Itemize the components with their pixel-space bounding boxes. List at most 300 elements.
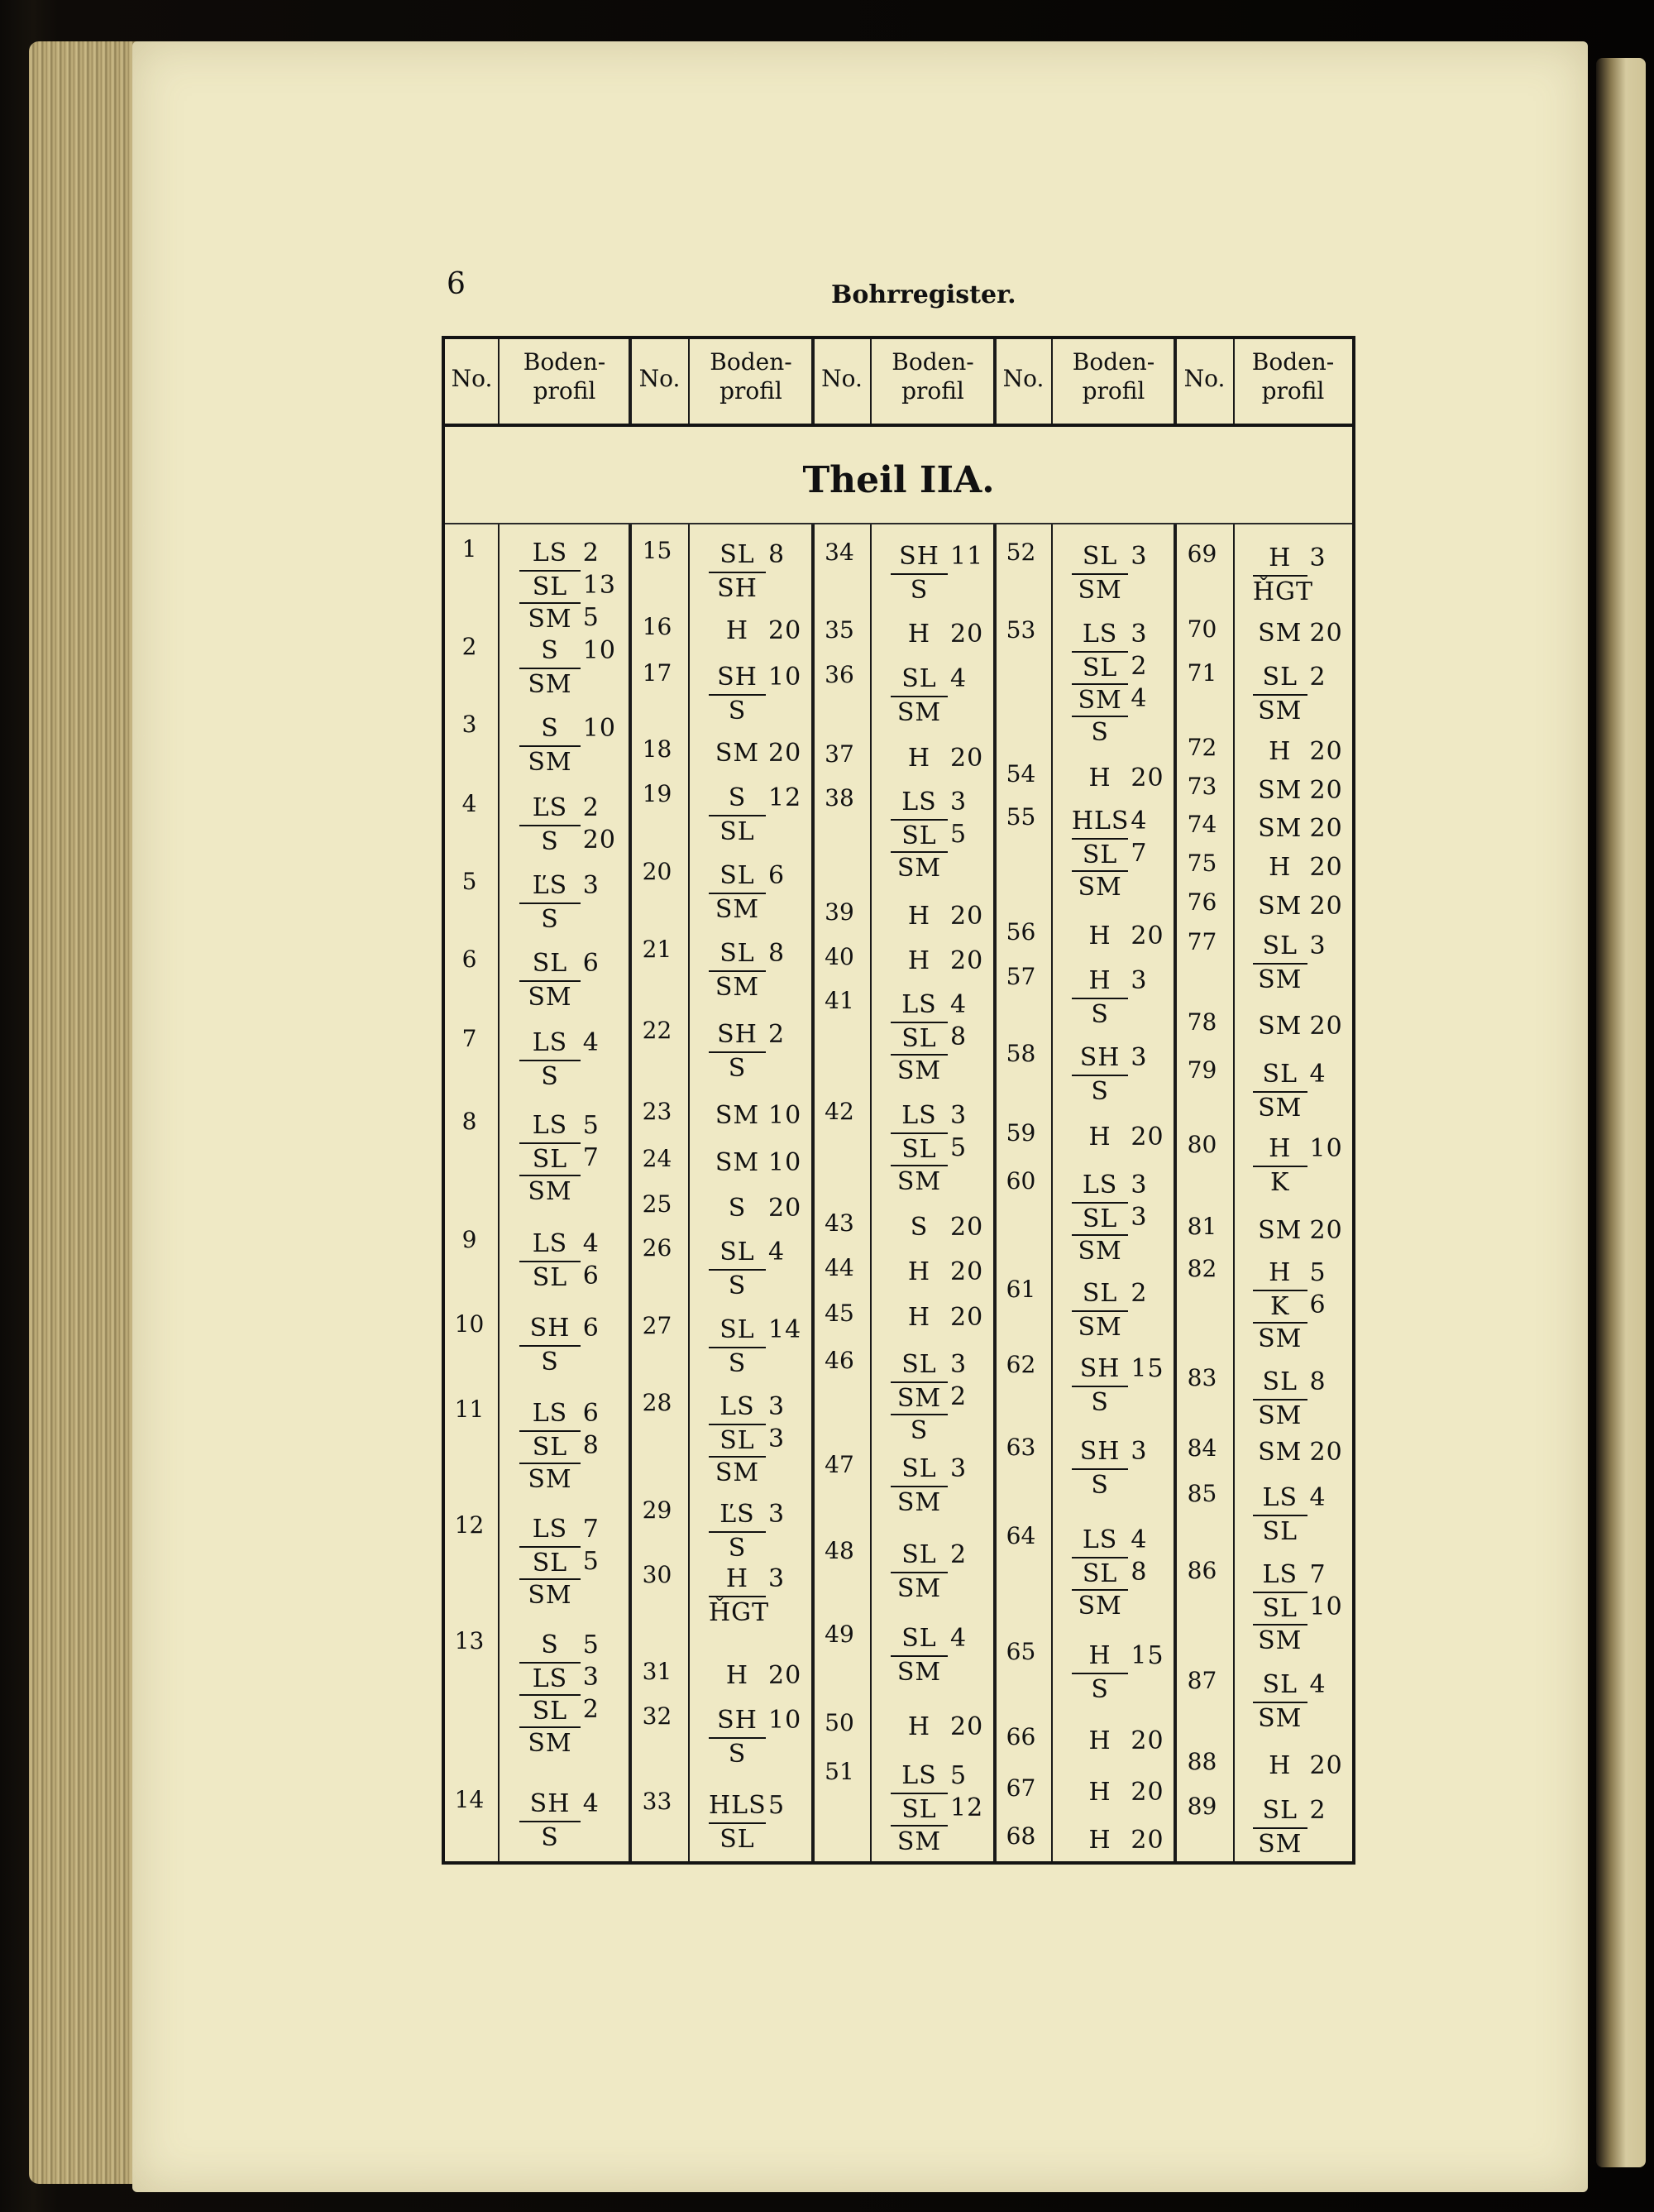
boring-number: 62 [1006,1351,1036,1378]
boring-number: 31 [642,1658,672,1685]
no-profil-divider [1233,524,1235,1861]
no-profil-divider [870,524,872,1861]
soil-layer-thickness: 20 [950,1257,984,1286]
soil-layer-label: HLS [1071,807,1130,835]
soil-layer-label: SM [1253,694,1307,724]
soil-layer-thickness: 10 [768,1101,802,1130]
soil-layer-label: SM [891,1486,948,1515]
soil-layer-thickness: 15 [1131,1641,1164,1670]
soil-layer-label: SL [1253,1592,1307,1621]
boring-number: 80 [1187,1131,1217,1158]
soil-layer-label: SM [1258,814,1303,843]
soil-layer-label: SM [1072,1589,1129,1619]
soil-layer-label: SL [519,570,580,600]
soil-layer-label: SL [1072,1202,1129,1232]
boring-number: 11 [454,1396,485,1423]
soil-layer-thickness: 20 [1131,1778,1164,1807]
soil-layer-label: S [519,903,580,932]
boring-number: 3 [461,711,477,738]
soil-layer-label: H [725,616,749,645]
no-profil-divider [498,524,500,1861]
soil-layer-label: SL [719,1238,755,1266]
soil-layer-thickness: 4 [1309,1670,1327,1699]
soil-layer-label: ȞGT [709,1596,766,1625]
no-profil-divider [688,524,690,1861]
boring-number: 44 [825,1254,854,1281]
soil-layer-label: LS [532,1399,568,1428]
soil-layer-thickness: 8 [768,939,786,968]
soil-layer-label: SL [901,1350,937,1379]
soil-layer-thickness: 20 [768,1661,802,1690]
soil-layer-thickness: 6 [582,949,600,978]
soil-layer-label: SL [1262,1367,1298,1396]
soil-layer-thickness: 20 [1131,1726,1164,1755]
soil-layer-label: LS [1082,620,1118,649]
soil-layer-thickness: 10 [768,663,802,692]
soil-layer-label: SH [1079,1354,1121,1383]
soil-layer-label: S [891,573,948,603]
soil-layer-label: SM [1253,1322,1307,1352]
soil-layer-thickness: 8 [768,540,786,569]
soil-layer-thickness: 2 [1309,663,1327,692]
boring-number: 20 [642,858,672,885]
soil-layer-label: SL [1072,838,1129,868]
soil-layer-thickness: 20 [582,826,616,855]
soil-layer-thickness: 5 [582,603,600,632]
soil-layer-thickness: 3 [1131,1043,1148,1072]
boring-number: 9 [461,1226,477,1253]
soil-layer-thickness: 20 [1131,922,1164,950]
header-no: No. [638,365,681,392]
boring-number: 83 [1187,1364,1217,1391]
boring-number: 4 [461,790,477,817]
soil-layer-thickness: 7 [1131,839,1148,868]
soil-layer-label: S [709,1737,766,1767]
soil-layer-thickness: 6 [582,1262,600,1290]
boring-number: 72 [1187,734,1217,761]
soil-layer-label: SM [1258,1438,1303,1467]
boring-number: 25 [642,1190,672,1218]
boring-number: 34 [825,539,854,566]
soil-layer-thickness: 2 [582,793,600,822]
soil-layer-thickness: 20 [950,902,984,931]
soil-layer-thickness: 3 [1309,931,1327,960]
soil-layer-thickness: 20 [1131,764,1164,792]
soil-layer-label: SM [715,1148,760,1177]
soil-layer-thickness: 5 [582,1111,600,1140]
soil-layer-label: LS [1262,1483,1298,1512]
boring-number: 22 [642,1017,672,1044]
boring-number: 28 [642,1389,672,1416]
soil-layer-thickness: 15 [1131,1354,1164,1383]
soil-layer-label: SH [1079,1437,1121,1466]
boring-number: 84 [1187,1434,1217,1462]
soil-layer-label: S [891,1414,948,1444]
soil-layer-label: H [907,620,931,649]
boring-number: 73 [1187,773,1217,800]
soil-layer-label: SL [891,1793,948,1822]
soil-layer-thickness: 10 [768,1148,802,1177]
soil-layer-thickness: 20 [950,1303,984,1332]
boring-number: 15 [642,537,672,564]
boring-number: 48 [825,1537,854,1564]
page-edges [29,41,145,2184]
boring-number: 70 [1187,615,1217,643]
soil-layer-label: SL [1262,1796,1298,1825]
soil-layer-label: LS [532,1111,568,1140]
soil-layer-label: SH [717,1706,758,1735]
header-no: No. [451,365,493,392]
boring-number: 50 [825,1709,854,1736]
boring-number: 1 [461,535,477,563]
soil-layer-label: SM [1253,1702,1307,1731]
header-bodenprofil: Boden- profil [710,348,792,405]
no-profil-divider [1051,524,1053,1861]
boring-number: 17 [642,659,672,687]
soil-layer-label: LS [901,1761,937,1790]
soil-layer-label: SM [709,1456,766,1486]
boring-number: 69 [1187,540,1217,567]
soil-layer-thickness: 7 [582,1143,600,1172]
column-group-divider [811,524,815,1861]
soil-layer-thickness: 4 [950,664,968,693]
soil-layer-label: SL [1082,1279,1118,1308]
boring-number: 2 [461,633,477,660]
boring-number: 41 [825,987,854,1014]
soil-layer-label: H [1088,1778,1111,1807]
soil-layer-label: LS [1082,1525,1118,1554]
soil-layer-thickness: 8 [1131,1558,1148,1587]
soil-layer-label: LS [532,1028,568,1057]
soil-layer-label: H [907,902,931,931]
soil-layer-label: H [1269,1751,1292,1780]
boring-number: 60 [1006,1167,1036,1195]
soil-layer-thickness: 20 [768,739,802,768]
soil-layer-label: SL [1072,1557,1129,1587]
boring-number: 59 [1006,1119,1036,1147]
boring-number: 39 [825,898,854,926]
soil-layer-label: SL [709,1424,766,1453]
soil-layer-label: SM [519,668,580,697]
soil-layer-thickness: 4 [1309,1483,1327,1512]
soil-layer-label: SM [1253,963,1307,993]
boring-number: 75 [1187,850,1217,877]
soil-layer-thickness: 4 [768,1238,786,1266]
soil-layer-thickness: 4 [950,990,968,1019]
boring-number: 61 [1006,1276,1036,1303]
soil-layer-thickness: 3 [582,1663,600,1692]
boring-number: 5 [461,868,477,895]
soil-layer-thickness: 20 [1309,814,1343,843]
soil-layer-label: SM [519,1726,580,1756]
soil-layer-label: H [1088,922,1111,950]
soil-layer-label: H [1088,1641,1111,1670]
soil-layer-thickness: 20 [1131,1123,1164,1151]
boring-number: 52 [1006,539,1036,566]
soil-layer-thickness: 8 [1309,1367,1327,1396]
soil-layer-thickness: 10 [582,636,616,665]
soil-layer-label: SL [519,1261,580,1290]
soil-layer-label: S [709,1051,766,1081]
boring-number: 47 [825,1451,854,1478]
soil-layer-thickness: 20 [1309,1216,1343,1245]
boring-number: 16 [642,613,672,640]
soil-layer-thickness: 20 [950,946,984,975]
soil-layer-thickness: 3 [768,1392,786,1421]
soil-layer-label: LS [901,788,937,816]
soil-layer-thickness: 3 [1131,1171,1148,1199]
boring-number: 10 [454,1310,485,1338]
soil-layer-thickness: 7 [1309,1560,1327,1589]
soil-layer-label: SM [1258,1216,1303,1245]
boring-number: 26 [642,1234,672,1262]
boring-number: 53 [1006,616,1036,644]
soil-layer-label: SL [719,1315,755,1344]
soil-layer-label: S [519,1345,580,1375]
soil-layer-label: H [1269,1258,1292,1287]
soil-layer-label: SM [1072,1234,1129,1264]
soil-layer-label: S [910,1213,929,1242]
soil-layer-thickness: 3 [950,1454,968,1483]
soil-layer-thickness: 5 [582,1547,600,1576]
header-bodenprofil: Boden- profil [1072,348,1155,405]
soil-layer-label: LS [901,990,937,1019]
soil-layer-label: SL [719,540,755,569]
header-rule [445,424,1352,427]
soil-layer-label: SM [519,745,580,775]
soil-layer-thickness: 3 [768,1564,786,1593]
boring-number: 85 [1187,1480,1217,1507]
soil-layer-label: S [541,714,559,743]
header-no: No. [1002,365,1045,392]
soil-layer-thickness: 5 [950,1133,968,1162]
soil-layer-thickness: 6 [582,1314,600,1343]
soil-layer-label: SL [1072,651,1129,681]
soil-layer-thickness: 7 [582,1515,600,1544]
soil-layer-label: ȞGT [1253,575,1307,605]
boring-number: 36 [825,661,854,688]
soil-layer-thickness: 4 [582,1789,600,1818]
soil-layer-thickness: 6 [768,861,786,890]
soil-layer-label: K [1253,1166,1307,1195]
soil-layer-label: SL [901,1540,937,1569]
soil-layer-thickness: 3 [582,871,600,900]
soil-layer-thickness: 8 [950,1022,968,1051]
soil-layer-label: SL [901,1454,937,1483]
boring-number: 65 [1006,1638,1036,1665]
soil-layer-label: H [1088,1123,1111,1151]
soil-layer-label: H [1269,543,1292,572]
boring-number: 58 [1006,1040,1036,1067]
soil-layer-label: SM [1258,892,1303,921]
soil-layer-label: S [1072,1468,1129,1498]
soil-layer-thickness: 2 [950,1382,968,1411]
soil-layer-label: SM [1258,1012,1303,1041]
soil-layer-thickness: 10 [1309,1592,1343,1621]
soil-layer-label: HLS [709,1791,767,1820]
soil-layer-label: S [541,1630,559,1659]
boring-number: 35 [825,616,854,644]
boring-number: 27 [642,1312,672,1339]
soil-layer-thickness: 5 [1309,1258,1327,1287]
boring-number: 24 [642,1145,672,1172]
boring-number: 66 [1006,1723,1036,1750]
soil-layer-thickness: 20 [950,744,984,773]
soil-layer-label: S [1072,998,1129,1027]
running-head: Bohrregister. [831,280,1016,309]
header-no: No. [1183,365,1226,392]
boring-number: 18 [642,735,672,763]
soil-layer-label: SL [1262,1060,1298,1089]
soil-layer-thickness: 5 [582,1630,600,1659]
soil-layer-thickness: 4 [1309,1060,1327,1089]
soil-layer-label: SM [519,1578,580,1608]
soil-layer-label: SL [891,1132,948,1162]
boring-number: 32 [642,1702,672,1730]
soil-layer-label: ĽS [532,793,568,822]
soil-layer-label: SL [891,1022,948,1051]
soil-layer-label: SM [891,696,948,725]
soil-layer-label: LS [719,1392,755,1421]
soil-layer-thickness: 10 [1309,1134,1343,1163]
section-rule [445,523,1352,524]
soil-layer-label: SL [719,861,755,890]
soil-layer-label: H [1269,853,1292,882]
soil-layer-label: SM [1072,1310,1129,1340]
boring-number: 38 [825,784,854,812]
soil-layer-label: S [1072,716,1129,745]
soil-layer-thickness: 5 [950,1761,968,1790]
soil-layer-label: S [1072,1386,1129,1415]
boring-number: 79 [1187,1056,1217,1084]
soil-layer-thickness: 4 [1131,684,1148,713]
header-no: No. [821,365,863,392]
soil-layer-label: H [907,1303,931,1332]
soil-layer-thickness: 20 [1309,1438,1343,1467]
soil-layer-label: LS [532,1229,568,1258]
boring-number: 87 [1187,1667,1217,1694]
soil-layer-label: SM [1072,573,1129,603]
soil-layer-label: S [709,694,766,724]
soil-layer-thickness: 4 [1131,807,1148,835]
soil-layer-thickness: 20 [1309,892,1343,921]
soil-layer-label: H [907,1712,931,1741]
boring-number: 86 [1187,1557,1217,1584]
soil-layer-thickness: 20 [1131,1826,1164,1855]
soil-layer-label: SH [709,572,766,601]
boring-number: 33 [642,1788,672,1815]
soil-layer-thickness: 2 [950,1540,968,1569]
soil-layer-thickness: 20 [1309,737,1343,766]
soil-layer-label: SH [1079,1043,1121,1072]
soil-layer-label: SM [519,1175,580,1204]
soil-layer-label: S [709,1269,766,1299]
soil-layer-label: SL [709,815,766,845]
soil-layer-label: SH [717,1020,758,1049]
soil-layer-label: SM [519,980,580,1010]
soil-layer-label: LS [519,1662,580,1692]
soil-layer-thickness: 20 [950,1712,984,1741]
boring-number: 45 [825,1300,854,1327]
soil-layer-thickness: 20 [768,616,802,645]
soil-layer-label: SM [891,851,948,881]
soil-layer-label: SH [899,542,939,571]
soil-layer-label: SL [901,664,937,693]
soil-layer-label: ĽS [719,1500,755,1529]
soil-layer-label: SL [532,949,568,978]
soil-layer-label: K [1253,1290,1307,1319]
boring-number: 55 [1006,803,1036,831]
soil-layer-label: H [1269,1134,1292,1163]
soil-layer-label: LS [1262,1560,1298,1589]
soil-layer-label: H [725,1564,749,1593]
soil-layer-thickness: 3 [950,1350,968,1379]
boring-number: 78 [1187,1008,1217,1036]
page-number: 6 [447,267,466,301]
boring-number: 14 [454,1786,485,1813]
soil-layer-label: SM [709,970,766,1000]
boring-number: 64 [1006,1522,1036,1549]
soil-layer-label: H [907,744,931,773]
soil-layer-thickness: 3 [1309,543,1327,572]
soil-layer-thickness: 4 [1131,1525,1148,1554]
soil-layer-label: SL [519,1430,580,1460]
column-group-divider [1174,524,1177,1861]
soil-layer-thickness: 20 [950,620,984,649]
soil-layer-label: SM [891,1054,948,1084]
soil-layer-label: SL [709,1822,766,1852]
boring-number: 43 [825,1209,854,1237]
soil-layer-thickness: 20 [1309,1751,1343,1780]
soil-layer-thickness: 20 [768,1194,802,1223]
boring-number: 51 [825,1758,854,1785]
soil-layer-label: H [1088,1726,1111,1755]
boring-number: 88 [1187,1748,1217,1775]
boring-number: 63 [1006,1434,1036,1461]
soil-layer-thickness: 3 [768,1424,786,1453]
soil-layer-label: S [519,1060,580,1089]
boring-number: 54 [1006,760,1036,788]
soil-layer-label: H [1088,764,1111,792]
header-bodenprofil: Boden- profil [523,348,606,405]
soil-layer-label: S [709,1347,766,1377]
soil-layer-label: SM [1072,683,1129,713]
boring-number: 6 [461,946,477,973]
soil-layer-label: SM [891,1825,948,1855]
soil-layer-thickness: 8 [582,1431,600,1460]
soil-layer-thickness: 14 [768,1315,802,1344]
boring-number: 71 [1187,659,1217,687]
soil-layer-label: H [1088,966,1111,995]
soil-layer-thickness: 3 [1131,1203,1148,1232]
soil-layer-thickness: 2 [582,539,600,567]
boring-number: 74 [1187,811,1217,838]
soil-layer-thickness: 3 [1131,966,1148,995]
soil-layer-label: S [541,636,559,665]
soil-layer-thickness: 12 [950,1793,984,1822]
soil-layer-label: SL [901,1624,937,1653]
soil-layer-label: SM [1072,870,1129,900]
soil-layer-label: SL [1253,1515,1307,1544]
soil-layer-label: SM [891,1381,948,1411]
soil-layer-label: SM [1258,776,1303,805]
soil-layer-thickness: 2 [1309,1796,1327,1825]
header-bodenprofil: Boden- profil [1251,348,1335,405]
soil-layer-label: H [725,1661,749,1690]
boring-number: 81 [1187,1213,1217,1240]
soil-layer-label: H [1088,1826,1111,1855]
soil-layer-thickness: 20 [1309,853,1343,882]
